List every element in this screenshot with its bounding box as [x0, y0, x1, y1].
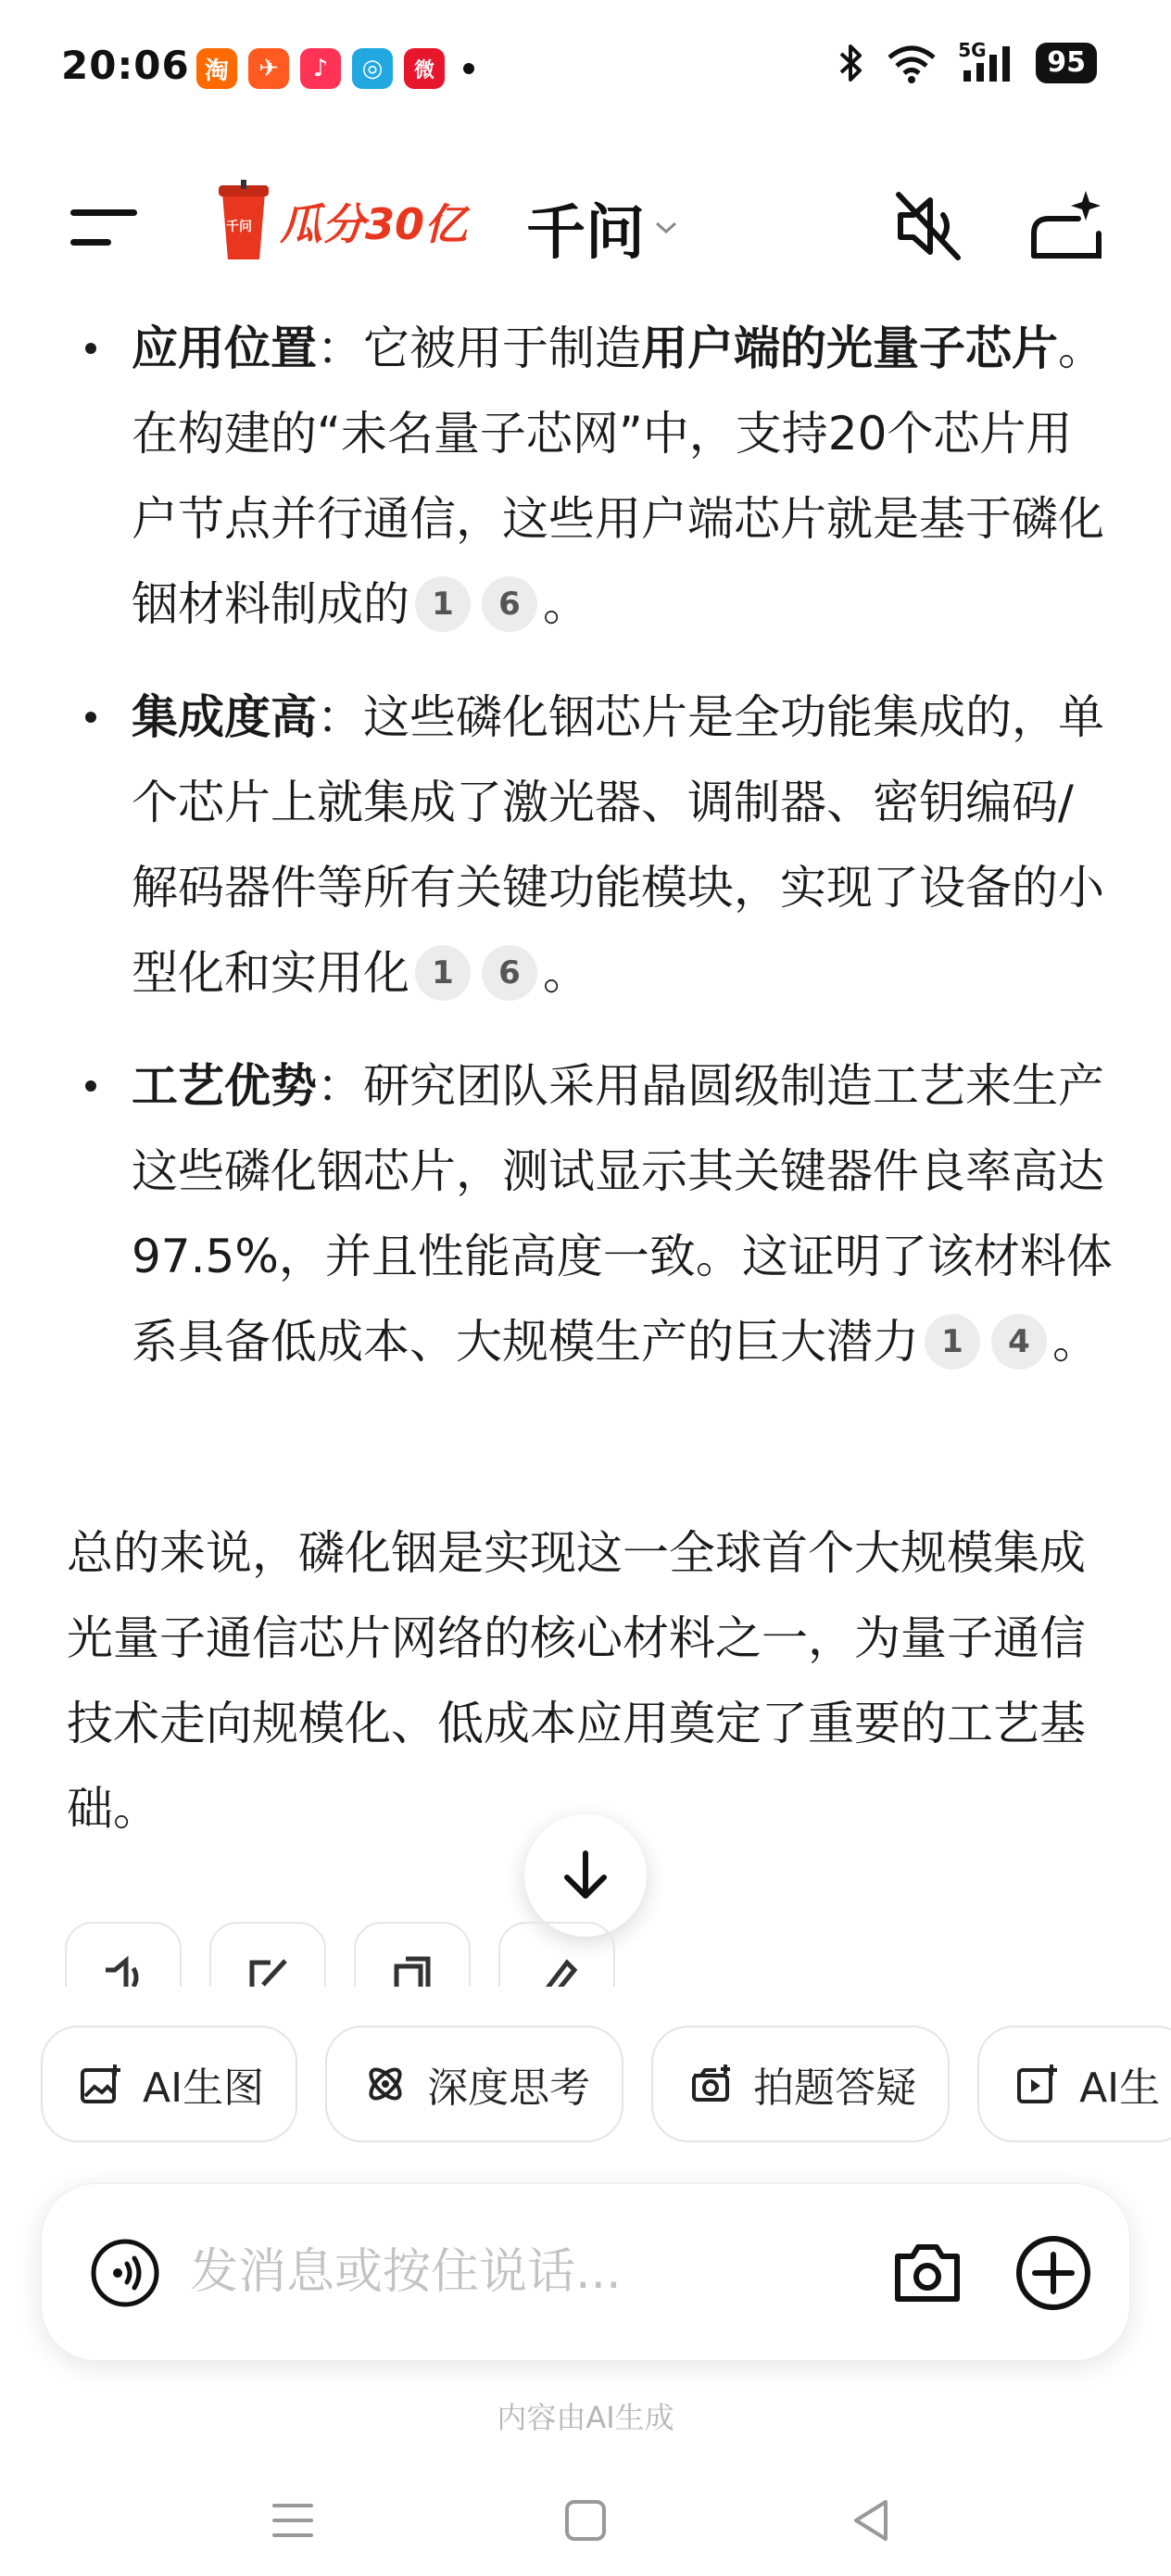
- ai-disclaimer: 内容由AI生成: [497, 2400, 674, 2435]
- camera-icon[interactable]: [890, 2236, 964, 2310]
- edit-button[interactable]: [209, 1922, 326, 1987]
- music-icon: ♪: [300, 48, 341, 89]
- bullet-text: 这些磷化铟芯片是全功能集成的，单个芯片上就集成了激光器、调制器、密钥编码/解码器件等所有关键功能模块，实现了设备的小型化和实用化: [132, 690, 1104, 1000]
- taobao-icon: 淘: [196, 48, 237, 89]
- message-input[interactable]: [190, 2230, 875, 2314]
- app-title: 千问: [526, 199, 645, 268]
- feature-chips: [41, 2026, 1171, 2142]
- bullet-sep: ：: [317, 690, 363, 744]
- feishu-icon: ✈: [248, 48, 289, 89]
- chip-label: 拍题答疑: [753, 2065, 917, 2112]
- message-actions: [65, 1922, 615, 1987]
- read-aloud-button[interactable]: [65, 1922, 182, 1987]
- bullet-text: 。在构建的“未名量子芯网”中，支持20个芯片用户节点并行通信，这些用户端芯片就是基于磷化铟材料制成的: [132, 322, 1104, 631]
- status-time: 20:06: [61, 43, 190, 88]
- more-notifications-dot: [463, 63, 474, 74]
- bullet-label: 应用位置: [132, 322, 317, 375]
- chevron-down-icon: [654, 220, 678, 236]
- message-input-bar: [41, 2183, 1130, 2361]
- image-add-icon: [80, 2063, 122, 2105]
- pen-icon: [534, 1953, 580, 1987]
- chat-content: [0, 306, 1171, 1983]
- chip-ai-video[interactable]: [977, 2026, 1171, 2142]
- copy-icon: [389, 1953, 435, 1987]
- network-type: 5G: [958, 39, 987, 61]
- summary-paragraph: 总的来说，磷化铟是实现这一全球首个大规模集成光量子通信芯片网络的核心材料之一，为量子通信技术走向规模化、低成本应用奠定了重要的工艺基础。: [67, 1526, 1086, 1836]
- bullet-item: [67, 306, 1114, 647]
- chip-label: AI生: [1079, 2065, 1161, 2112]
- copy-button[interactable]: [354, 1922, 471, 1987]
- speaker-mute-icon[interactable]: [893, 189, 963, 263]
- system-nav-bar: [0, 2465, 1171, 2576]
- promo-banner[interactable]: [215, 180, 467, 263]
- chip-ai-image[interactable]: [41, 2026, 297, 2142]
- bullet-label: 集成度高: [132, 690, 317, 744]
- signal-icon: [958, 43, 1015, 83]
- bullet-item: [67, 1043, 1114, 1384]
- status-bar: [0, 0, 1171, 139]
- speaker-icon: [100, 1953, 146, 1987]
- chip-deep-think[interactable]: [325, 2026, 623, 2142]
- bullet-item: [67, 675, 1114, 1016]
- answer-bullet-list: [67, 306, 1114, 1412]
- home-icon[interactable]: [558, 2493, 613, 2548]
- citation-badge[interactable]: 6: [482, 945, 537, 1001]
- chip-photo-question[interactable]: [651, 2026, 950, 2142]
- citation-badge[interactable]: 1: [925, 1314, 980, 1370]
- bullet-text: 研究团队采用晶圆级制造工艺来生产这些磷化铟芯片，测试显示其关键器件良率高达97.5%，并且性能高度一致。这证明了该材料体系具备低成本、大规模生产的巨大潜力: [132, 1059, 1113, 1369]
- bullet-label: 工艺优势: [132, 1059, 317, 1113]
- bullet-end: 。: [543, 577, 589, 631]
- arrow-down-icon: [561, 1850, 610, 1901]
- video-add-icon: [1016, 2063, 1059, 2105]
- bullet-text: 它被用于制造: [363, 322, 641, 375]
- battery-indicator: 95: [1036, 43, 1097, 83]
- camera-plus-icon: [690, 2063, 733, 2105]
- citation-badge[interactable]: 1: [415, 945, 471, 1001]
- weibo-icon: 微: [404, 48, 445, 89]
- wifi-icon: [886, 43, 938, 83]
- app-header: [0, 167, 1171, 287]
- pen-button[interactable]: [498, 1922, 615, 1987]
- bluetooth-icon: [837, 43, 865, 83]
- bullet-end: 。: [543, 946, 589, 1000]
- bullet-bold-text: 用户端的光量子芯片: [641, 322, 1058, 375]
- back-icon[interactable]: [845, 2493, 900, 2548]
- scroll-to-bottom-button[interactable]: [524, 1814, 647, 1937]
- bullet-sep: ：: [317, 322, 363, 375]
- bullet-sep: ：: [317, 1059, 363, 1113]
- chip-label: 深度思考: [427, 2065, 591, 2112]
- chip-label: AI生图: [143, 2065, 265, 2112]
- citation-badge[interactable]: 4: [991, 1314, 1047, 1370]
- signal-indicator: [958, 39, 1015, 83]
- new-chat-icon[interactable]: [1028, 187, 1104, 263]
- promo-cup-badge: 千问: [226, 220, 252, 234]
- bullet-end: 。: [1052, 1315, 1099, 1369]
- voice-input-icon[interactable]: [90, 2238, 160, 2308]
- atom-icon: [364, 2063, 407, 2105]
- app-icon: ◎: [352, 48, 393, 89]
- model-selector[interactable]: [526, 185, 678, 271]
- promo-text: 瓜分30亿: [280, 199, 468, 249]
- add-circle-icon[interactable]: [1014, 2234, 1092, 2312]
- notification-app-icons: [196, 48, 474, 89]
- recent-apps-icon[interactable]: [265, 2493, 321, 2548]
- citation-badge[interactable]: 1: [415, 576, 471, 632]
- system-icons: [837, 39, 1097, 83]
- citation-badge[interactable]: 6: [482, 576, 537, 632]
- edit-icon: [245, 1953, 291, 1987]
- menu-icon[interactable]: [70, 206, 137, 248]
